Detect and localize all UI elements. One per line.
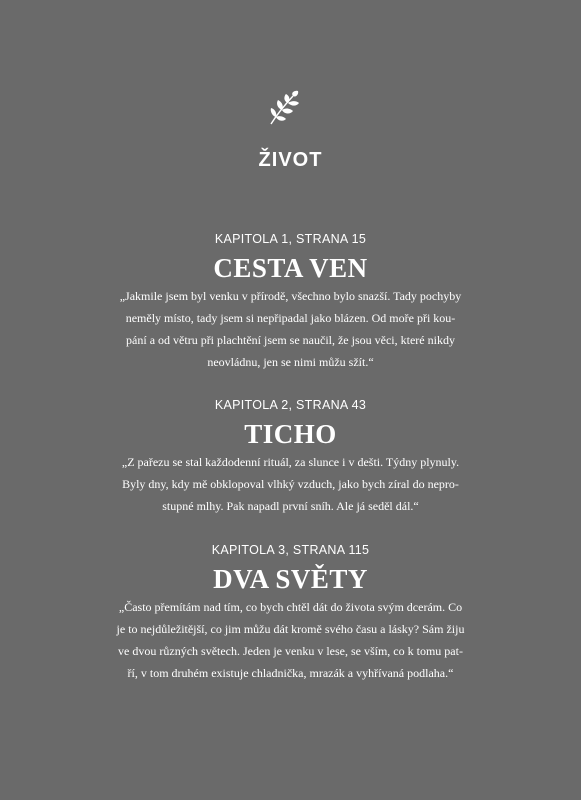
chapter-section (0, 397, 581, 517)
quote-line: stupné mlhy. Pak napadl první sníh. Ale já seděl dál.“ (162, 499, 419, 513)
quote-line: „Z pařezu se stal každodenní rituál, za slunce i v dešti. Týdny plynuly. (121, 455, 460, 469)
chapter-reference: KAPITOLA 2, STRANA 43 (214, 398, 367, 412)
quote-line: je to nejdůležitější, co jim můžu dát kromě svého času a lásky? Sám žiju (116, 622, 465, 636)
quote-line: ří, v tom druhém existuje chladnička, mrazák a vyhřívaná podlaha.“ (127, 666, 454, 680)
quote-line: pání a od větru při plachtění jsem se naučil, že jsou věci, které nikdy (126, 333, 455, 347)
quote-line: neovládnu, jen se nimi můžu sžít.“ (207, 355, 374, 369)
quote-line: „Často přemítám nad tím, co bych chtěl dát do života svým dcerám. Co (118, 600, 463, 614)
quote-line: „Jakmile jsem byl venku v přírodě, všechno bylo snazší. Tady pochyby (119, 289, 462, 303)
chapter-section (0, 542, 581, 684)
page-heading: ŽIVOT (258, 149, 323, 171)
quote-line: Byly dny, kdy mě obklopoval vlhký vzduch, jako bych zíral do nepro- (122, 477, 459, 491)
chapter-title: TICHO (244, 419, 337, 449)
chapter-quote (0, 285, 581, 373)
quote-line: ve dvou různých světech. Jeden je venku v lese, se vším, co k tomu pat- (118, 644, 463, 658)
chapter-quote (0, 596, 581, 684)
leaf-branch-icon (266, 90, 302, 126)
chapter-reference: KAPITOLA 1, STRANA 15 (214, 232, 367, 246)
chapter-title: DVA SVĚTY (213, 564, 368, 594)
quote-line: neměly místo, tady jsem si nepřipadal jako blázen. Od moře při kou- (125, 311, 456, 325)
chapter-title: CESTA VEN (213, 253, 368, 283)
chapter-section (0, 231, 581, 373)
chapter-reference: KAPITOLA 3, STRANA 115 (211, 543, 370, 557)
chapter-quote (0, 451, 581, 517)
